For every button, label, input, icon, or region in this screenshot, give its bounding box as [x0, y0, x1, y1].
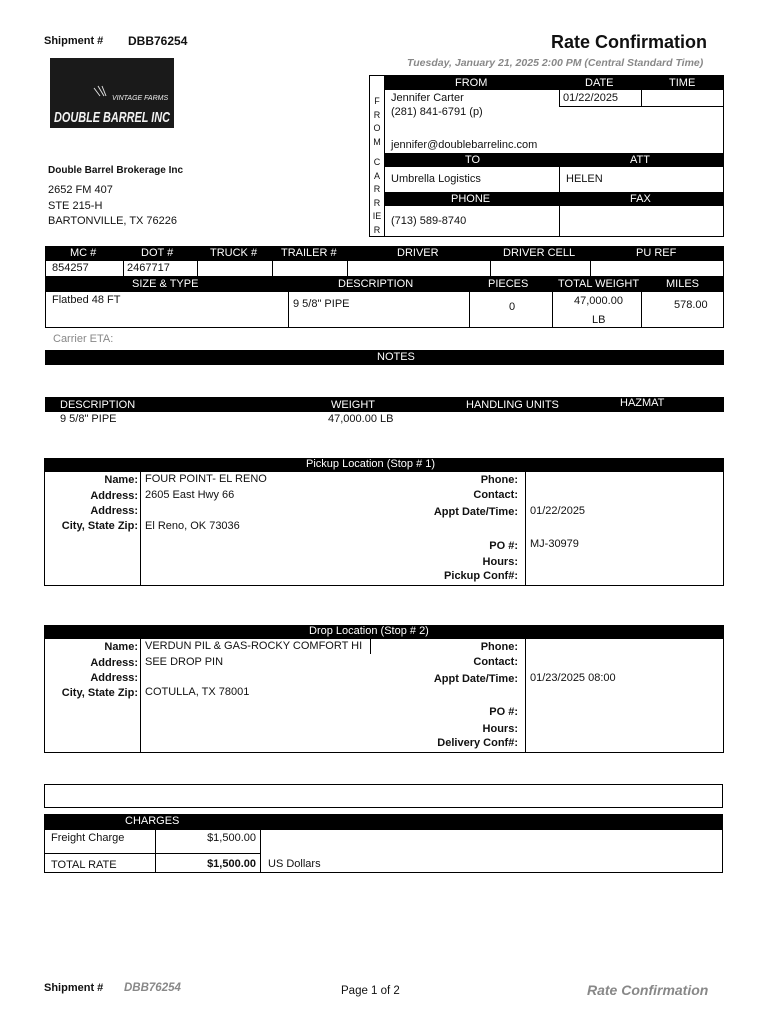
pickup-appt: 01/22/2025: [530, 505, 586, 517]
carrier-name: Umbrella Logistics: [391, 173, 481, 185]
empty-notes-box: [44, 784, 723, 808]
drop-city: COTULLA, TX 78001: [145, 686, 250, 698]
pickup-name: FOUR POINT- EL RENO: [145, 473, 267, 485]
charges-box: [44, 829, 723, 873]
pickup-conf-label: Pickup Conf#:: [444, 570, 518, 582]
shipment-label: Shipment #: [44, 35, 104, 47]
commodity-header-bar: DESCRIPTION WEIGHT HANDLING UNITS HAZMAT: [45, 397, 724, 412]
equipment-header-bar: SIZE & TYPE DESCRIPTION PIECES TOTAL WEIGHT MILES: [45, 277, 724, 291]
pickup-phone-label: Phone:: [480, 474, 518, 486]
miles: 578.00: [674, 299, 708, 311]
drop-phone-label: Phone:: [480, 641, 518, 653]
barrel-logo-icon: [50, 58, 174, 128]
freight-charge-amount: $1,500.00: [207, 832, 256, 844]
carrier-phone-header-bar: PHONE FAX: [385, 192, 724, 206]
carrier-phone: (713) 589-8740: [391, 215, 467, 227]
mc-number: 854257: [52, 262, 89, 274]
equipment-description: 9 5/8" PIPE: [293, 298, 350, 310]
dot-number: 2467717: [127, 262, 170, 274]
pickup-hours-label: Hours:: [482, 556, 518, 568]
carrier-to-header-bar: TO ATT: [385, 153, 724, 167]
drop-address: SEE DROP PIN: [145, 656, 224, 668]
total-rate-amount: $1,500.00: [207, 858, 256, 870]
total-weight: 47,000.00: [574, 295, 623, 307]
company-address2: STE 215-H: [48, 200, 103, 212]
weight-unit: LB: [592, 314, 606, 326]
drop-hours-label: Hours:: [482, 723, 518, 735]
pickup-address2-label: Address:: [90, 505, 138, 517]
from-name: Jennifer Carter: [391, 92, 464, 104]
pickup-city-label: City, State Zip:: [61, 520, 138, 532]
drop-name-label: Name:: [104, 641, 138, 653]
company-logo: [50, 58, 174, 128]
footer-shipment-number: DBB76254: [124, 982, 181, 994]
pickup-contact-label: Contact:: [473, 489, 518, 501]
pickup-header-bar: Pickup Location (Stop # 1): [44, 458, 724, 471]
pieces: 0: [509, 301, 516, 313]
drop-po-label: PO #:: [489, 706, 518, 718]
currency: US Dollars: [268, 858, 321, 870]
company-city: BARTONVILLE, TX 76226: [48, 215, 178, 227]
from-phone: (281) 841-6791 (p): [391, 106, 483, 118]
commodity-description: 9 5/8" PIPE: [60, 413, 117, 425]
pickup-address: 2605 East Hwy 66: [145, 489, 235, 501]
drop-conf-label: Delivery Conf#:: [437, 737, 518, 749]
size-type: Flatbed 48 FT: [52, 294, 121, 306]
pickup-address-label: Address:: [90, 490, 138, 502]
drop-contact-label: Contact:: [473, 656, 518, 668]
pickup-po: MJ-30979: [530, 538, 579, 550]
from-email: jennifer@doublebarrelinc.com: [391, 139, 538, 151]
page-number: Page 1 of 2: [341, 985, 400, 997]
pickup-po-label: PO #:: [489, 540, 518, 552]
page-title: Rate Confirmation: [551, 32, 708, 52]
carrier-eta-label: Carrier ETA:: [53, 333, 114, 345]
total-rate-label: TOTAL RATE: [51, 859, 117, 871]
from-side-label: F R O M: [373, 96, 381, 147]
charges-header-bar: CHARGES: [44, 814, 723, 829]
from-date: 01/22/2025: [563, 92, 619, 104]
document-datetime: Tuesday, January 21, 2025 2:00 PM (Central Standard Time): [407, 57, 704, 69]
notes-header-bar: NOTES: [45, 350, 724, 365]
footer-title: Rate Confirmation: [587, 982, 709, 998]
drop-header-bar: Drop Location (Stop # 2): [44, 625, 724, 638]
company-address1: 2652 FM 407: [48, 184, 113, 196]
carrier-att: HELEN: [566, 173, 603, 185]
drop-address2-label: Address:: [90, 672, 138, 684]
shipment-number: DBB76254: [128, 34, 188, 48]
drop-address-label: Address:: [90, 657, 138, 669]
drop-name: VERDUN PIL & GAS-ROCKY COMFORT HI: [145, 640, 363, 652]
svg-text:DOUBLE BARREL INC: DOUBLE BARREL INC: [54, 109, 171, 126]
pickup-name-label: Name:: [104, 474, 138, 486]
ids-header-bar: MC # DOT # TRUCK # TRAILER # DRIVER DRIVER CELL PU REF: [45, 246, 724, 260]
drop-appt-label: Appt Date/Time:: [433, 673, 518, 685]
drop-city-label: City, State Zip:: [61, 687, 138, 699]
footer-shipment-label: Shipment #: [44, 982, 104, 994]
drop-appt: 01/23/2025 08:00: [530, 672, 616, 684]
company-name: Double Barrel Brokerage Inc: [48, 165, 184, 176]
svg-text:VINTAGE FARMS: VINTAGE FARMS: [112, 95, 169, 102]
freight-charge-label: Freight Charge: [51, 832, 125, 844]
pickup-city: El Reno, OK 73036: [145, 520, 240, 532]
commodity-weight: 47,000.00 LB: [328, 413, 394, 425]
from-header-bar: FROM DATE TIME: [385, 76, 724, 90]
carrier-side-label: C A R R IE R: [372, 157, 382, 235]
pickup-appt-label: Appt Date/Time:: [433, 506, 518, 518]
